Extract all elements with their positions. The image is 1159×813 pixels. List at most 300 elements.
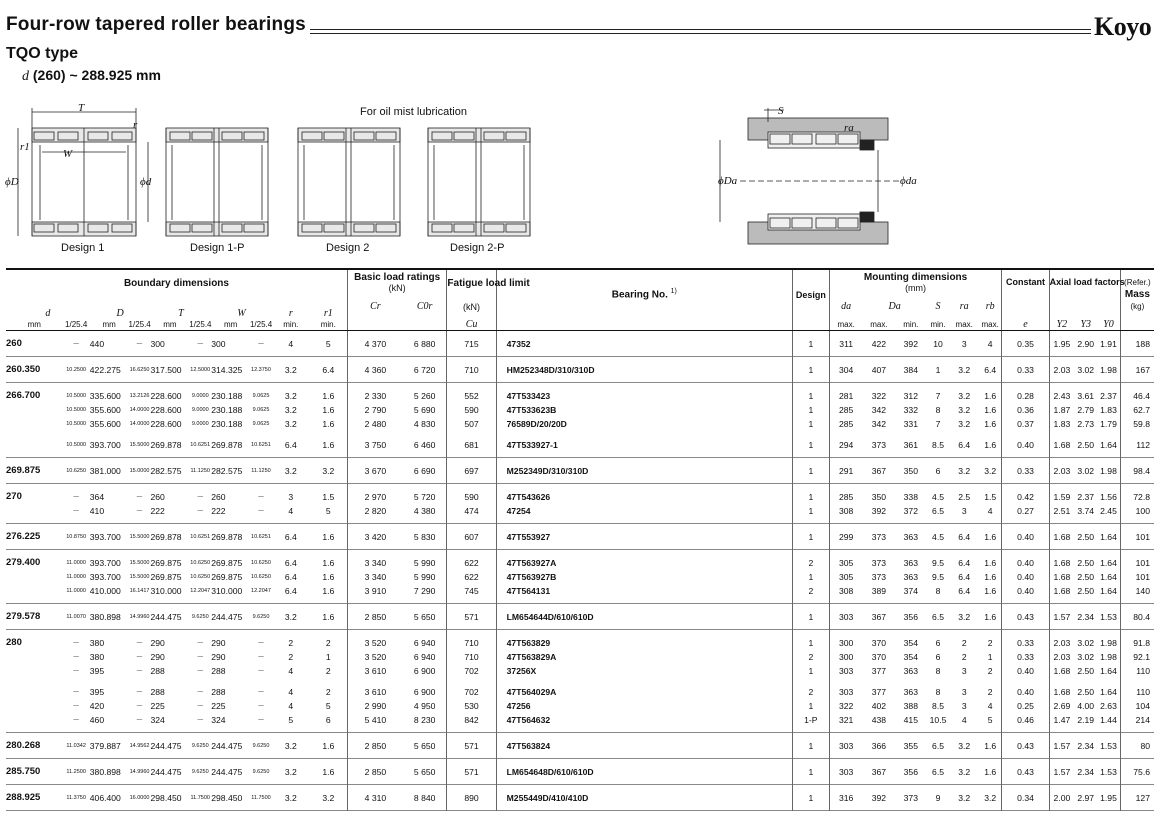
cell-mass: 46.4	[1120, 383, 1154, 404]
unit-min-Da: min.	[895, 319, 926, 331]
cell-s: 4.5	[932, 492, 944, 502]
cell-c0r: 4 950	[413, 701, 436, 711]
cell-no: 47T543626	[496, 484, 792, 505]
cell-d: 355.600	[89, 405, 121, 415]
cell-mass: 72.8	[1120, 484, 1154, 505]
cell-d: 266.700	[6, 390, 41, 401]
sub-ra: ra	[959, 301, 969, 312]
cell-s: 8.5	[932, 701, 944, 711]
cell-di: 16.0000	[129, 795, 150, 801]
cell-d: 393.700	[89, 440, 121, 450]
unit-in-d: 1/25.4	[63, 319, 90, 331]
cell-c0r: 5 650	[413, 612, 436, 622]
cell-r1: 1.6	[322, 572, 335, 582]
cell-da-max: 370	[871, 652, 887, 662]
cell-da: 322	[829, 699, 863, 713]
cell-r: 6.4	[284, 586, 297, 596]
cell-y0: 1.56	[1100, 492, 1117, 502]
label-W: W	[63, 148, 73, 160]
cell-da: 300	[829, 630, 863, 651]
cell-r: 4	[288, 666, 294, 676]
cell-des: 1	[793, 403, 830, 417]
cell-c0r: 5 650	[413, 741, 436, 751]
cell-t: 269.875	[150, 572, 182, 582]
cell-d: 335.600	[89, 391, 121, 401]
cell-di: 15.5000	[129, 560, 150, 566]
cell-r1: 1.6	[322, 440, 335, 450]
cell-w: 269.875	[211, 558, 243, 568]
cell-d: 288.925	[6, 792, 41, 803]
cell-t: 269.875	[150, 558, 182, 568]
cell-r1: 2	[325, 666, 331, 676]
cell-da: 285	[829, 484, 863, 505]
cell-e: 0.43	[1002, 733, 1049, 759]
cell-no: 47T563829	[496, 630, 792, 651]
cell-ti: 10.6251	[190, 442, 211, 448]
cell-wi: —	[258, 668, 264, 674]
cell-da: 305	[829, 570, 863, 584]
cell-da: 303	[829, 733, 863, 759]
cell-da-max: 377	[871, 687, 887, 697]
cell-r: 2	[288, 638, 294, 648]
cell-rb: 1.6	[984, 612, 997, 622]
cell-ra: 2.5	[958, 492, 971, 502]
cell-s: 9.5	[932, 558, 944, 568]
cell-y3: 2.34	[1077, 612, 1095, 622]
caption-design-1: Design 1	[61, 242, 105, 254]
cell-e: 0.43	[1002, 759, 1049, 785]
cell-s: 6	[935, 638, 941, 648]
cell-rb: 1.6	[984, 532, 997, 542]
row-group	[6, 759, 1154, 785]
cell-d: 380	[89, 638, 105, 648]
cell-s: 10.5	[929, 715, 947, 725]
cell-di: 11.3750	[66, 795, 86, 801]
cell-wi: 9.0625	[252, 407, 270, 413]
cell-wi: —	[258, 341, 264, 347]
cell-di: —	[136, 494, 143, 500]
cell-mass: 110	[1120, 678, 1154, 699]
cell-ti: 12.2047	[190, 588, 211, 594]
cell-cr: 2 820	[347, 504, 403, 524]
cell-d	[6, 678, 63, 699]
cell-w: 244.475	[211, 767, 243, 777]
label-da: ϕda	[900, 175, 917, 187]
cell-r1: 2	[325, 638, 331, 648]
cell-t: 244.475	[150, 767, 182, 777]
cell-des: 1	[793, 504, 830, 524]
cell-da: 285	[829, 417, 863, 431]
table-row	[6, 713, 1154, 733]
cell-s: 4.5	[932, 532, 944, 542]
cell-cr: 2 990	[347, 699, 403, 713]
cell-di: 14.9960	[129, 614, 150, 620]
cell-w: 225	[211, 701, 226, 711]
cell-rb: 1.5	[984, 492, 997, 502]
cell-da-max: 373	[871, 532, 887, 542]
cell-c0r: 5 830	[413, 532, 436, 542]
cell-d	[6, 650, 63, 664]
cell-da: 321	[829, 713, 863, 733]
cell-d: 260.350	[6, 364, 41, 375]
cell-e: 0.42	[1002, 484, 1049, 505]
label-r: r	[133, 119, 138, 131]
cell-mass: 167	[1120, 357, 1154, 383]
sub-Y2: Y2	[1049, 319, 1074, 331]
table-row	[6, 484, 1154, 505]
sub-Da: Da	[888, 301, 901, 312]
cell-wi: —	[258, 703, 264, 709]
cell-y3: 2.50	[1077, 558, 1095, 568]
cell-r1: 1	[325, 652, 331, 662]
cell-di: 15.5000	[129, 442, 150, 448]
cell-y3: 2.34	[1077, 767, 1095, 777]
cell-no: 37256X	[496, 664, 792, 678]
cell-c0r: 5 260	[413, 391, 436, 401]
cell-no: 47T533927-1	[496, 431, 792, 458]
cell-e: 0.33	[1002, 458, 1049, 484]
cell-w: 230.188	[211, 391, 243, 401]
sub-y-spacer	[1049, 294, 1120, 319]
cell-mass: 80	[1120, 733, 1154, 759]
cell-y2: 2.03	[1049, 650, 1074, 664]
cell-ti: —	[197, 654, 203, 660]
sub-Cu: Cu	[447, 319, 496, 331]
cell-da-max: 373	[871, 440, 887, 450]
cell-r1: 3.2	[322, 466, 335, 476]
brand-logo: Koyo	[1094, 12, 1152, 41]
cell-rb: 2	[987, 638, 993, 648]
oil-note: For oil mist lubrication	[360, 106, 467, 118]
cell-ra: 3.2	[958, 612, 971, 622]
sub-S: S	[935, 301, 941, 312]
cell-r: 6.4	[284, 558, 297, 568]
cell-di: —	[73, 494, 79, 500]
cell-wi: 10.6251	[251, 534, 271, 540]
cell-t: 260	[150, 492, 165, 502]
cell-c0r: 6 690	[413, 466, 436, 476]
cell-ra: 3.2	[958, 365, 971, 375]
cell-di: —	[73, 717, 79, 723]
cell-wi: 9.6250	[252, 743, 270, 749]
cell-ra: 3.2	[958, 741, 971, 751]
cell-cu: 710	[447, 630, 496, 651]
cell-y2: 1.57	[1049, 604, 1074, 630]
table-row	[6, 524, 1154, 550]
cell-di: 13.2126	[129, 393, 150, 399]
cell-r: 3.2	[284, 365, 297, 375]
cell-ra: 3.2	[958, 767, 971, 777]
sub-da: da	[829, 294, 863, 319]
cell-cu: 842	[447, 713, 496, 733]
cell-r: 3.2	[284, 767, 297, 777]
cell-d: 395	[89, 687, 105, 697]
cell-da-min: 356	[903, 767, 918, 777]
cell-w: 282.575	[211, 466, 243, 476]
cell-mass: 101	[1120, 550, 1154, 571]
cell-no: 47T563927B	[496, 570, 792, 584]
table-row	[6, 357, 1154, 383]
cell-ra: 3.2	[958, 466, 971, 476]
cell-y0: 2.37	[1100, 391, 1117, 401]
cell-da: 285	[829, 403, 863, 417]
cell-di: —	[136, 703, 143, 709]
cell-c0r: 5 990	[413, 572, 436, 582]
table-header	[6, 269, 1154, 331]
cell-cr: 2 480	[347, 417, 403, 431]
cell-cr: 3 520	[347, 630, 403, 651]
cell-d: 460	[89, 715, 105, 725]
cell-t: 222	[150, 506, 165, 516]
cell-e: 0.43	[1002, 604, 1049, 630]
cell-c0r: 5 650	[413, 767, 436, 777]
cell-cr: 3 420	[347, 524, 403, 550]
cell-des: 1	[793, 630, 830, 651]
cell-y2: 1.68	[1049, 584, 1074, 604]
cell-wi: 10.6251	[251, 442, 271, 448]
cell-y2: 1.68	[1049, 664, 1074, 678]
cell-di: —	[73, 508, 79, 514]
cell-y0: 1.98	[1100, 652, 1117, 662]
table-row	[6, 630, 1154, 651]
cell-d: 410	[89, 506, 105, 516]
cell-r1: 1.6	[322, 586, 335, 596]
sub-D: D	[116, 308, 124, 319]
cell-cr: 3 910	[347, 584, 403, 604]
cell-s: 9	[935, 793, 941, 803]
cell-di: —	[136, 668, 143, 674]
table-row	[6, 458, 1154, 484]
row-group	[6, 604, 1154, 630]
cell-d	[6, 504, 63, 524]
unit-max-rb: max.	[979, 319, 1002, 331]
cell-no: 47352	[496, 331, 792, 357]
cell-da: 304	[829, 357, 863, 383]
cell-no: 47T533623B	[496, 403, 792, 417]
table-row	[6, 650, 1154, 664]
cell-des: 2	[793, 650, 830, 664]
cell-ti: 9.6250	[191, 614, 209, 620]
cell-mass: 214	[1120, 713, 1154, 733]
cell-y3: 3.02	[1077, 638, 1095, 648]
cell-e: 0.27	[1002, 504, 1049, 524]
sub-r1: r1	[323, 308, 333, 319]
cell-da-min: 338	[903, 492, 918, 502]
cell-s: 10	[933, 339, 943, 349]
cell-e: 0.40	[1002, 524, 1049, 550]
cell-des: 1	[793, 417, 830, 431]
cell-r: 4	[288, 687, 294, 697]
table-row	[6, 785, 1154, 811]
cell-di: 14.9562	[129, 743, 150, 749]
cell-ti: 9.6250	[191, 769, 209, 775]
sub-e-spacer	[1002, 294, 1049, 319]
cell-da-max: 367	[871, 612, 887, 622]
header-boundary: Boundary dimensions	[123, 278, 229, 289]
cell-r: 4	[288, 506, 294, 516]
cell-c0r: 5 720	[413, 492, 436, 502]
cell-rb: 1.6	[984, 440, 997, 450]
cell-y3: 2.50	[1077, 532, 1095, 542]
cell-d: 276.225	[6, 531, 41, 542]
cell-y2: 1.87	[1049, 403, 1074, 417]
cell-cr: 3 610	[347, 678, 403, 699]
cell-di: 11.0000	[66, 588, 86, 594]
cell-r1: 5	[325, 339, 331, 349]
cell-di: —	[136, 508, 143, 514]
cell-wi: 11.1250	[251, 468, 271, 474]
cell-di: —	[73, 341, 79, 347]
cell-t: 290	[150, 638, 165, 648]
cell-da-min: 363	[903, 687, 918, 697]
cell-ti: 11.7500	[190, 795, 210, 801]
table-row	[6, 504, 1154, 524]
unit-min-S: min.	[927, 319, 950, 331]
cell-w: 230.188	[211, 419, 243, 429]
cell-w: 244.475	[211, 741, 243, 751]
cell-y2: 1.57	[1049, 733, 1074, 759]
row-group	[6, 357, 1154, 383]
cell-c0r: 6 900	[413, 666, 436, 676]
cell-no: 47T564632	[496, 713, 792, 733]
cell-w: 244.475	[211, 612, 243, 622]
row-group	[6, 550, 1154, 604]
cell-cr: 3 340	[347, 570, 403, 584]
cell-ti: 9.6250	[191, 743, 209, 749]
sub-d: d	[45, 308, 51, 319]
cell-da-min: 374	[903, 586, 918, 596]
cell-r: 3.2	[284, 793, 297, 803]
cell-w: 298.450	[211, 793, 243, 803]
row-group	[6, 630, 1154, 733]
cell-no: M252349D/310/310D	[496, 458, 792, 484]
cell-cr: 2 850	[347, 759, 403, 785]
cell-ra: 4	[961, 715, 967, 725]
cell-wi: 10.6250	[251, 560, 271, 566]
cell-s: 6.5	[932, 741, 944, 751]
cell-di: —	[136, 341, 143, 347]
cell-y2: 1.68	[1049, 431, 1074, 458]
cell-da-min: 363	[903, 666, 918, 676]
cell-cr: 4 310	[347, 785, 403, 811]
cell-ti: —	[197, 341, 203, 347]
cell-des: 1	[793, 383, 830, 404]
design-1p-drawing	[166, 128, 268, 236]
cell-d: 270	[6, 491, 22, 502]
cell-w: 230.188	[211, 405, 243, 415]
cell-ti: 10.6250	[190, 574, 211, 580]
cell-s: 6.5	[932, 506, 944, 516]
cell-w: 260	[211, 492, 226, 502]
unit-blank-c0r	[403, 319, 447, 331]
cell-y0: 1.53	[1100, 741, 1117, 751]
cell-w: 288	[211, 666, 226, 676]
cell-c0r: 8 840	[413, 793, 436, 803]
cell-d: 379.887	[89, 741, 121, 751]
cell-da: 316	[829, 785, 863, 811]
table-row	[6, 678, 1154, 699]
cell-des: 1-P	[793, 713, 830, 733]
cell-cr: 2 790	[347, 403, 403, 417]
cell-y0: 2.63	[1100, 701, 1117, 711]
cell-w: 269.875	[211, 572, 243, 582]
cell-ra: 3	[961, 666, 967, 676]
cell-da-max: 377	[871, 666, 887, 676]
cell-y2: 2.03	[1049, 357, 1074, 383]
cell-da-min: 354	[903, 652, 918, 662]
cell-da-max: 342	[871, 419, 887, 429]
label-d: ϕd	[140, 176, 152, 188]
cell-y3: 2.97	[1077, 793, 1095, 803]
cell-y3: 3.02	[1077, 652, 1095, 662]
cell-rb: 1.6	[984, 558, 997, 568]
sub-Y3: Y3	[1074, 319, 1097, 331]
cell-da-max: 389	[871, 586, 887, 596]
sub-Cr: Cr	[347, 294, 403, 319]
cell-s: 7	[935, 391, 941, 401]
cell-mass: 188	[1120, 331, 1154, 357]
cell-s: 6.5	[932, 767, 944, 777]
cell-da-min: 372	[903, 506, 918, 516]
cell-da-max: 370	[871, 638, 887, 648]
cell-da-min: 355	[903, 741, 918, 751]
cell-r: 6.4	[284, 440, 297, 450]
cell-e: 0.35	[1002, 331, 1049, 357]
cell-r1: 1.6	[322, 419, 335, 429]
cell-di: —	[136, 689, 143, 695]
cell-e: 0.40	[1002, 570, 1049, 584]
cell-rb: 1.6	[984, 741, 997, 751]
cell-r1: 3.2	[322, 793, 335, 803]
cell-da: 305	[829, 550, 863, 571]
cell-y2: 1.68	[1049, 550, 1074, 571]
row-group	[6, 458, 1154, 484]
cell-s: 1	[935, 365, 941, 375]
cell-t: 269.878	[150, 532, 182, 542]
unit-in-W: 1/25.4	[249, 320, 273, 329]
cell-rb: 3.2	[984, 793, 997, 803]
cell-da-max: 342	[871, 405, 887, 415]
sub-r: r	[288, 308, 293, 319]
unit-blank-cr	[347, 319, 403, 331]
row-group	[6, 484, 1154, 524]
cell-ra: 3	[961, 506, 967, 516]
cell-ra: 3	[961, 687, 967, 697]
cell-cu: 890	[447, 785, 496, 811]
cell-d	[6, 403, 63, 417]
cell-c0r: 6 880	[413, 339, 436, 349]
cell-no: 47T553927	[496, 524, 792, 550]
table-row	[6, 570, 1154, 584]
design-1-drawing	[18, 108, 148, 236]
label-T: T	[78, 102, 85, 114]
cell-no: 47T563829A	[496, 650, 792, 664]
cell-ti: —	[197, 494, 203, 500]
row-group	[6, 524, 1154, 550]
design-2p-drawing	[428, 128, 530, 236]
cell-di: —	[73, 689, 79, 695]
cell-r1: 2	[325, 687, 331, 697]
cell-y3: 3.02	[1077, 466, 1095, 476]
cell-di: —	[136, 717, 143, 723]
cell-des: 1	[793, 604, 830, 630]
cell-mass: 112	[1120, 431, 1154, 458]
cell-di: 16.1417	[129, 588, 150, 594]
cell-t: 300	[150, 339, 165, 349]
cell-y0: 2.45	[1100, 506, 1117, 516]
cell-y0: 1.95	[1100, 793, 1117, 803]
cell-da-max: 366	[871, 741, 887, 751]
